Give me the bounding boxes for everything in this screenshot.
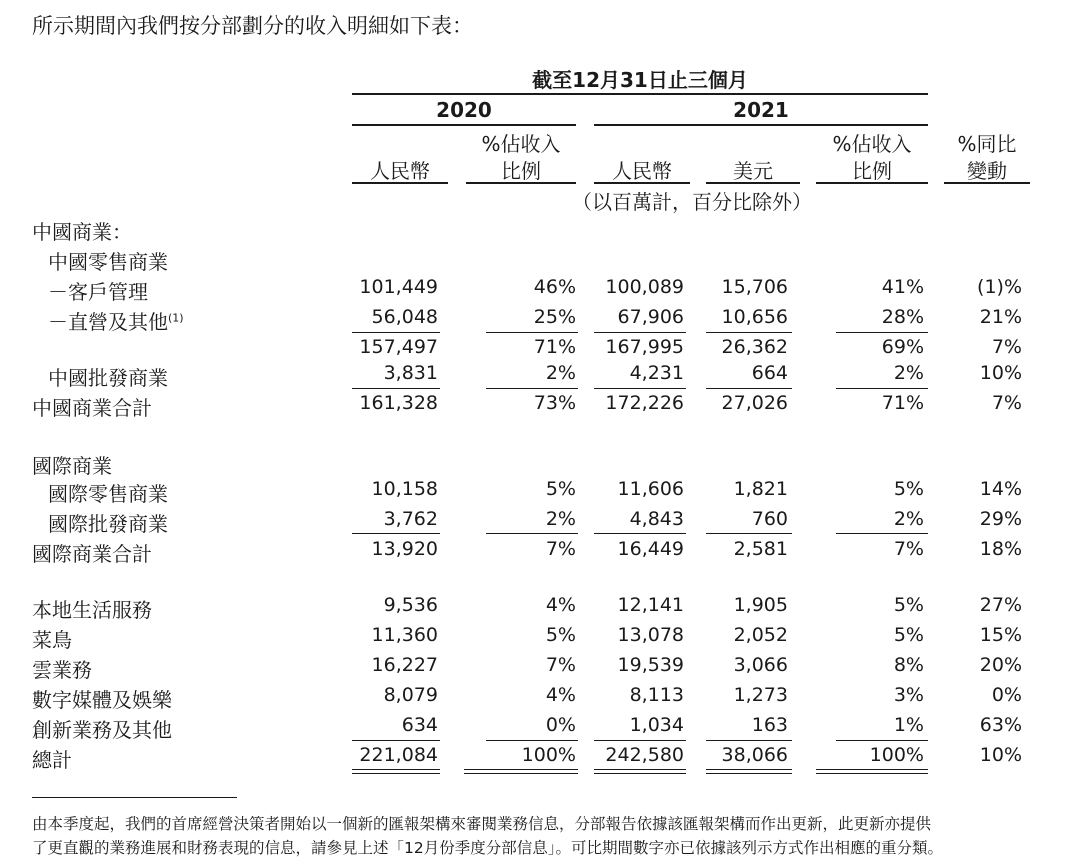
col-rule (944, 182, 1030, 184)
col-yoy-line1: %同比 (957, 132, 1017, 156)
table-row-label: 本地生活服務 (32, 598, 152, 622)
cell-pct-2021: 1% (893, 714, 924, 736)
table-row-label: 創新業務及其他 (32, 718, 172, 742)
year-2021-rule (594, 124, 928, 126)
year-2021-header: 2021 (733, 98, 789, 122)
col-yoy-line2: 變動 (967, 159, 1007, 183)
cell-pct-2021: 41% (881, 276, 924, 298)
cell-rmb-2021: 1,034 (629, 714, 684, 736)
cell-rmb-2021: 13,078 (617, 624, 684, 646)
col-pct-2020-line1: %佔收入 (481, 132, 561, 156)
intro-text: 所示期間內我們按分部劃分的收入明細如下表： (32, 14, 473, 38)
subtotal-rule (352, 740, 440, 741)
cell-pct-2020: 4% (545, 594, 576, 616)
cell-usd-2021: 3,066 (733, 654, 788, 676)
cell-pct-2021: 5% (893, 624, 924, 646)
col-usd-2021: 美元 (733, 159, 773, 183)
cell-usd-2021: 15,706 (721, 276, 788, 298)
col-rmb-2021: 人民幣 (612, 159, 672, 183)
col-rule (466, 182, 576, 184)
cell-rmb-2021: 4,231 (629, 362, 684, 384)
cell-pct-2021: 8% (893, 654, 924, 676)
footnote-marker: (1) (168, 311, 184, 325)
subtotal-rule (352, 533, 440, 534)
period-header: 截至12月31日止三個月 (532, 68, 748, 92)
year-2020-header: 2020 (436, 98, 492, 122)
cell-pct-2021: 69% (881, 336, 924, 358)
subtotal-rule (594, 740, 686, 741)
cell-yoy: 7% (991, 392, 1022, 414)
footnote-separator (32, 797, 237, 798)
col-pct-2021-line2: 比例 (852, 159, 892, 183)
cell-yoy: 14% (979, 478, 1022, 500)
cell-pct-2020: 25% (533, 306, 576, 328)
cell-pct-2020: 46% (533, 276, 576, 298)
cell-rmb-2020: 13,920 (371, 538, 438, 560)
cell-usd-2021: 27,026 (721, 392, 788, 414)
cell-yoy: 10% (979, 362, 1022, 384)
col-pct-2021-line1: %佔收入 (832, 132, 912, 156)
table-row-label: －直營及其他$^{(1)}$ (48, 310, 184, 334)
cell-rmb-2021: 167,995 (605, 336, 684, 358)
cell-rmb-2020: 9,536 (383, 594, 438, 616)
table-row-label: 總計 (32, 748, 72, 772)
cell-pct-2020: 0% (545, 714, 576, 736)
table-row-label: 菜鳥 (32, 628, 72, 652)
cell-rmb-2021: 19,539 (617, 654, 684, 676)
subtotal-rule (836, 533, 928, 534)
subtotal-rule (706, 740, 792, 741)
year-2020-rule (352, 124, 576, 126)
table-row-label: 中國商業合計 (32, 396, 152, 420)
cell-yoy: 0% (991, 684, 1022, 706)
cell-rmb-2021: 12,141 (617, 594, 684, 616)
cell-yoy: 29% (979, 508, 1022, 530)
col-rule (816, 182, 928, 184)
period-rule (352, 93, 928, 95)
cell-yoy: 21% (979, 306, 1022, 328)
cell-rmb-2021: 16,449 (617, 538, 684, 560)
total-double-rule (352, 769, 440, 770)
subtotal-rule (706, 388, 792, 389)
footnote-line-1: 由本季度起，我們的首席經營決策者開始以一個新的匯報架構來審閱業務信息，分部報告依據該匯報架構而作出更新，此更新亦提供 (32, 815, 932, 833)
subtotal-rule (594, 332, 686, 333)
cell-usd-2021: 38,066 (721, 744, 788, 766)
cell-usd-2021: 1,273 (733, 684, 788, 706)
cell-pct-2021: 5% (893, 478, 924, 500)
cell-usd-2021: 26,362 (721, 336, 788, 358)
subtotal-rule (486, 533, 578, 534)
cell-rmb-2020: 101,449 (359, 276, 438, 298)
cell-pct-2021: 71% (881, 392, 924, 414)
subtotal-rule (836, 388, 928, 389)
cell-usd-2021: 163 (751, 714, 788, 736)
cell-rmb-2021: 67,906 (617, 306, 684, 328)
cell-usd-2021: 2,052 (733, 624, 788, 646)
total-double-rule (594, 773, 686, 774)
cell-rmb-2020: 157,497 (359, 336, 438, 358)
cell-rmb-2020: 16,227 (371, 654, 438, 676)
cell-pct-2021: 2% (893, 508, 924, 530)
total-double-rule (816, 773, 928, 774)
total-double-rule (464, 769, 578, 770)
cell-pct-2020: 100% (521, 744, 576, 766)
col-rule (352, 182, 448, 184)
cell-yoy: 15% (979, 624, 1022, 646)
cell-pct-2021: 3% (893, 684, 924, 706)
subtotal-rule (594, 533, 686, 534)
cell-rmb-2021: 8,113 (629, 684, 684, 706)
cell-yoy: 20% (979, 654, 1022, 676)
cell-usd-2021: 1,905 (733, 594, 788, 616)
table-row-label: 中國批發商業 (48, 366, 168, 390)
subtotal-rule (706, 533, 792, 534)
table-row-label: 國際商業 (32, 454, 112, 478)
col-pct-2020-line2: 比例 (501, 159, 541, 183)
cell-rmb-2020: 3,762 (383, 508, 438, 530)
cell-pct-2020: 71% (533, 336, 576, 358)
total-double-rule (706, 773, 792, 774)
cell-usd-2021: 2,581 (733, 538, 788, 560)
cell-pct-2020: 7% (545, 654, 576, 676)
table-row-label: －客戶管理 (48, 280, 148, 304)
subtotal-rule (836, 332, 928, 333)
cell-rmb-2020: 10,158 (371, 478, 438, 500)
subtotal-rule (352, 388, 440, 389)
cell-rmb-2021: 4,843 (629, 508, 684, 530)
col-rule (594, 182, 690, 184)
cell-yoy: 63% (979, 714, 1022, 736)
cell-pct-2021: 7% (893, 538, 924, 560)
subtotal-rule (594, 388, 686, 389)
cell-pct-2020: 73% (533, 392, 576, 414)
cell-yoy: 18% (979, 538, 1022, 560)
footnote-line-2: 了更直觀的業務進展和財務表現的信息，請參見上述「12月份季度分部信息」。可比期間數字亦已依據該列示方式作出相應的重分類。 (32, 839, 943, 857)
subtotal-rule (486, 332, 578, 333)
cell-yoy: (1)% (977, 276, 1022, 298)
cell-usd-2021: 1,821 (733, 478, 788, 500)
cell-rmb-2020: 8,079 (383, 684, 438, 706)
cell-yoy: 7% (991, 336, 1022, 358)
col-rmb-2020: 人民幣 (370, 159, 430, 183)
cell-rmb-2020: 3,831 (383, 362, 438, 384)
cell-pct-2021: 28% (881, 306, 924, 328)
cell-pct-2020: 4% (545, 684, 576, 706)
total-double-rule (816, 769, 928, 770)
cell-pct-2020: 2% (545, 362, 576, 384)
cell-pct-2020: 5% (545, 478, 576, 500)
cell-pct-2021: 2% (893, 362, 924, 384)
table-row-label: 數字媒體及娛樂 (32, 688, 172, 712)
cell-rmb-2020: 634 (401, 714, 438, 736)
cell-pct-2020: 7% (545, 538, 576, 560)
table-row-label: 國際批發商業 (48, 512, 168, 536)
unit-note: （以百萬計，百分比除外） (572, 190, 812, 214)
table-row-label: 國際商業合計 (32, 542, 152, 566)
cell-usd-2021: 760 (751, 508, 788, 530)
table-row-label: 中國商業： (32, 220, 132, 244)
cell-rmb-2021: 100,089 (605, 276, 684, 298)
cell-rmb-2020: 221,084 (359, 744, 438, 766)
cell-usd-2021: 10,656 (721, 306, 788, 328)
cell-rmb-2021: 242,580 (605, 744, 684, 766)
cell-rmb-2020: 11,360 (371, 624, 438, 646)
cell-rmb-2021: 11,606 (617, 478, 684, 500)
subtotal-rule (352, 332, 440, 333)
subtotal-rule (486, 388, 578, 389)
total-double-rule (352, 773, 440, 774)
total-double-rule (594, 769, 686, 770)
cell-pct-2021: 100% (869, 744, 924, 766)
subtotal-rule (706, 332, 792, 333)
total-double-rule (706, 769, 792, 770)
cell-yoy: 10% (979, 744, 1022, 766)
cell-yoy: 27% (979, 594, 1022, 616)
table-row-label: 雲業務 (32, 658, 92, 682)
cell-rmb-2020: 161,328 (359, 392, 438, 414)
cell-rmb-2020: 56,048 (371, 306, 438, 328)
total-double-rule (464, 773, 578, 774)
subtotal-rule (836, 740, 928, 741)
table-row-label: 國際零售商業 (48, 482, 168, 506)
cell-pct-2020: 5% (545, 624, 576, 646)
cell-pct-2021: 5% (893, 594, 924, 616)
cell-pct-2020: 2% (545, 508, 576, 530)
subtotal-rule (486, 740, 578, 741)
cell-usd-2021: 664 (751, 362, 788, 384)
table-row-label: 中國零售商業 (48, 250, 168, 274)
col-rule (706, 182, 800, 184)
cell-rmb-2021: 172,226 (605, 392, 684, 414)
